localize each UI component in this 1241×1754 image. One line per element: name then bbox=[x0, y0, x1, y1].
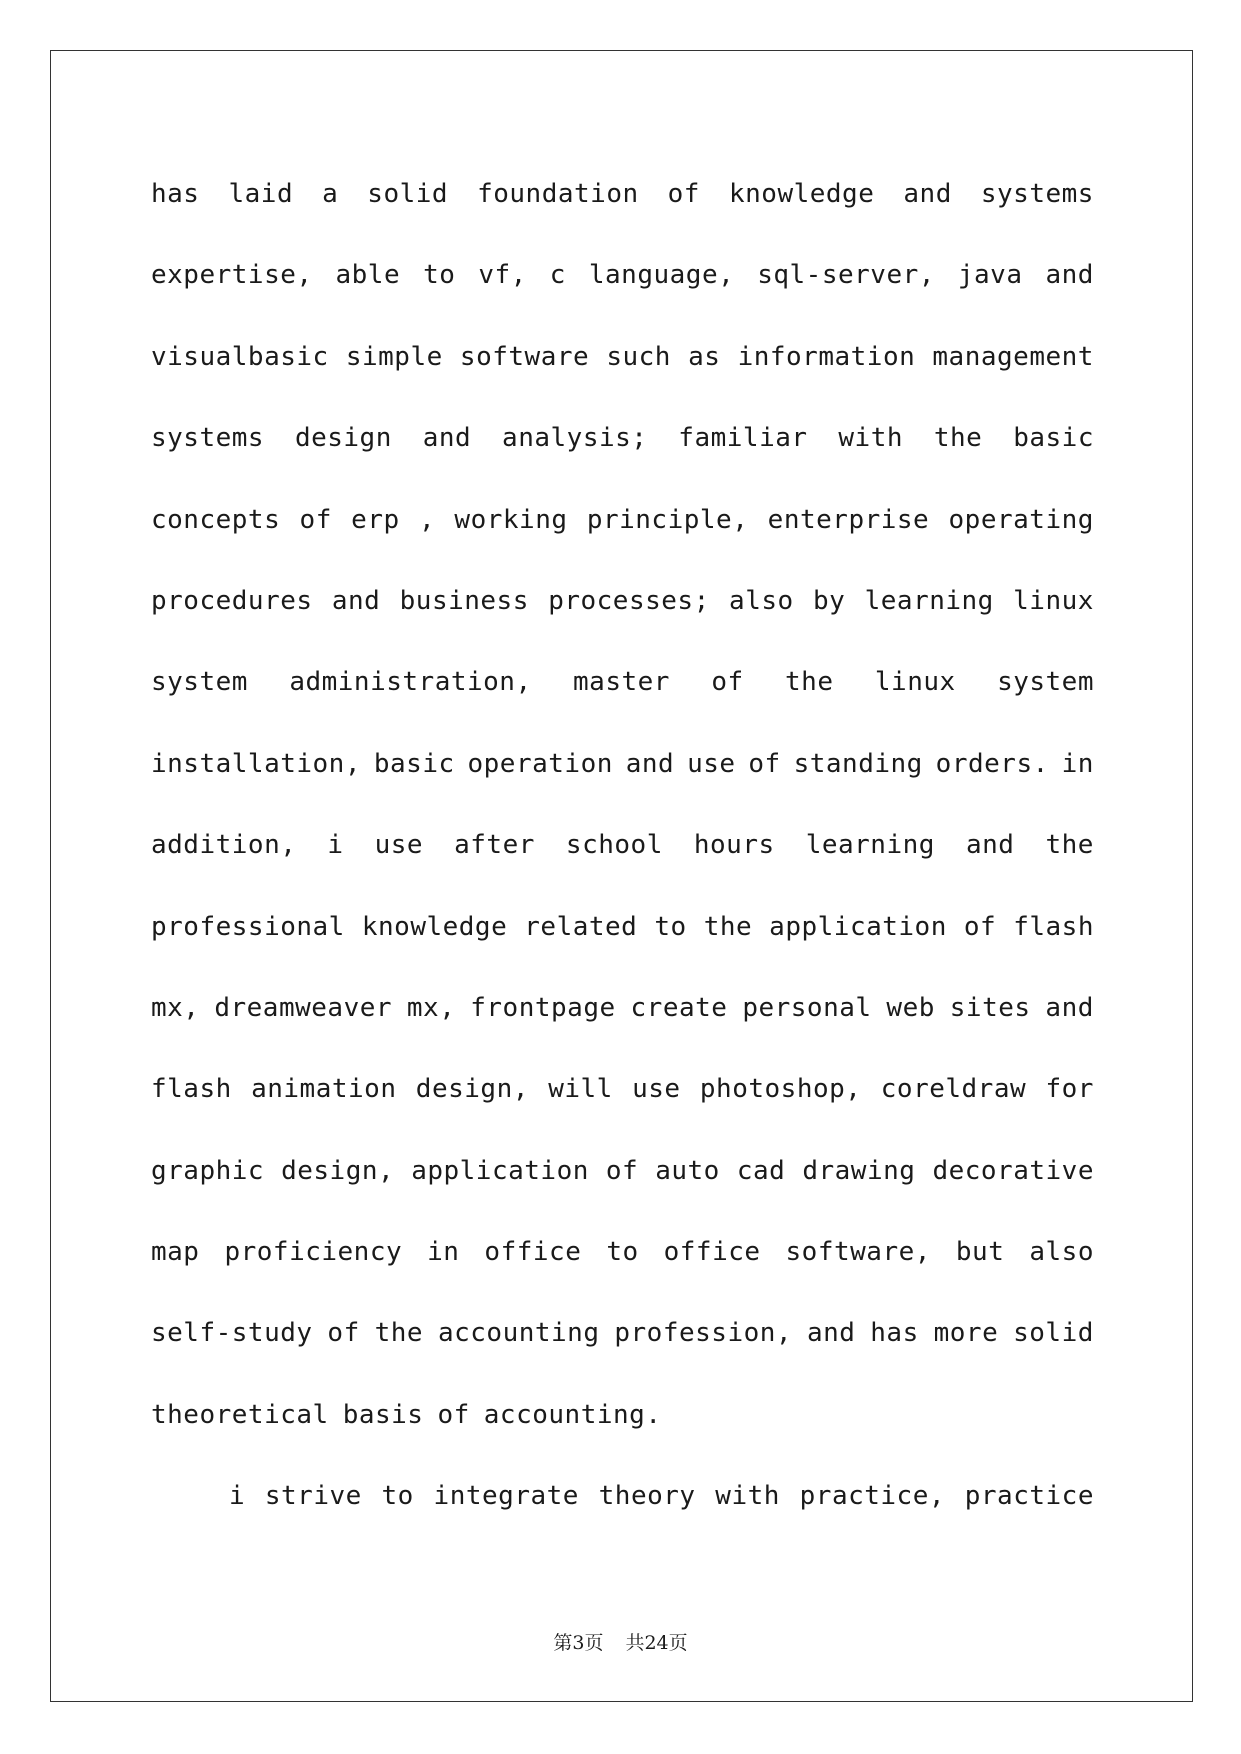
word: systems bbox=[151, 423, 265, 454]
page-footer bbox=[0, 1628, 1241, 1655]
word: of bbox=[605, 1155, 639, 1186]
word: mx, bbox=[406, 992, 456, 1023]
word: a bbox=[322, 179, 339, 209]
word: analysis; bbox=[502, 423, 648, 454]
text-line bbox=[151, 901, 1094, 982]
word: knowledge bbox=[361, 911, 508, 942]
word: related bbox=[524, 911, 638, 942]
word: the bbox=[703, 911, 753, 942]
word: frontpage bbox=[470, 992, 616, 1023]
word: has bbox=[870, 1318, 919, 1349]
word: to bbox=[423, 260, 456, 291]
word: accounting bbox=[437, 1318, 600, 1349]
word: in bbox=[1061, 748, 1094, 779]
word: orders. bbox=[935, 748, 1049, 779]
word: drawing bbox=[802, 1155, 916, 1186]
word: of bbox=[963, 911, 997, 942]
word: office bbox=[663, 1237, 761, 1268]
word: auto bbox=[655, 1155, 720, 1186]
word: school bbox=[565, 830, 663, 861]
word: of bbox=[437, 1399, 470, 1430]
word: personal bbox=[742, 992, 872, 1023]
word: and bbox=[903, 179, 952, 209]
word: and bbox=[965, 830, 1015, 861]
word: linux bbox=[874, 667, 956, 698]
word: learning bbox=[805, 830, 935, 861]
word: c bbox=[549, 260, 566, 291]
word: but bbox=[955, 1237, 1005, 1268]
text-line bbox=[151, 494, 1094, 575]
word: in bbox=[427, 1237, 460, 1268]
word: linux bbox=[1013, 585, 1094, 616]
word: after bbox=[454, 830, 535, 861]
word: solid bbox=[367, 179, 449, 209]
word: enterprise bbox=[767, 504, 930, 535]
word: systems bbox=[980, 179, 1094, 209]
word: learning bbox=[864, 585, 994, 616]
text-line bbox=[151, 1063, 1094, 1144]
text-line-paragraph-start bbox=[151, 1470, 1094, 1551]
word: i bbox=[229, 1481, 246, 1512]
word: operation bbox=[467, 748, 613, 779]
word: familiar bbox=[678, 423, 808, 454]
word: flash bbox=[1013, 911, 1094, 942]
word: will bbox=[548, 1074, 613, 1105]
text-line bbox=[151, 1145, 1094, 1226]
word: profession, bbox=[614, 1318, 793, 1349]
word: with bbox=[715, 1481, 780, 1512]
word: information bbox=[737, 341, 916, 372]
word: addition, bbox=[151, 830, 297, 861]
word: and bbox=[422, 423, 472, 454]
word: foundation bbox=[477, 179, 639, 209]
word: office bbox=[484, 1237, 582, 1268]
word: the bbox=[374, 1318, 424, 1349]
word: erp bbox=[351, 504, 400, 535]
word: web bbox=[886, 992, 935, 1023]
word: java bbox=[957, 260, 1023, 291]
word: graphic bbox=[151, 1155, 265, 1186]
word: administration, bbox=[289, 667, 532, 698]
word: as bbox=[688, 341, 721, 372]
word: of bbox=[327, 1318, 360, 1349]
word: master bbox=[573, 667, 670, 698]
word: design, bbox=[281, 1155, 395, 1186]
word: practice bbox=[964, 1481, 1094, 1512]
document-body bbox=[151, 168, 1094, 1552]
word: application bbox=[411, 1155, 589, 1186]
word: and bbox=[806, 1318, 856, 1349]
word: business bbox=[399, 585, 529, 616]
word: of bbox=[667, 179, 700, 209]
word: hours bbox=[693, 830, 775, 861]
word: principle, bbox=[586, 504, 749, 535]
word: vf, bbox=[478, 260, 527, 291]
text-line bbox=[151, 412, 1094, 493]
word: and bbox=[331, 585, 381, 616]
word: design bbox=[294, 423, 392, 454]
word: sites bbox=[949, 992, 1031, 1023]
word: integrate bbox=[433, 1481, 579, 1512]
word: knowledge bbox=[728, 179, 875, 209]
word: laid bbox=[228, 179, 294, 209]
word: also bbox=[1029, 1237, 1094, 1268]
word: mx, bbox=[151, 992, 200, 1023]
word: solid bbox=[1013, 1318, 1094, 1349]
word: processes; bbox=[548, 585, 710, 616]
word: and bbox=[625, 748, 675, 779]
text-line bbox=[151, 575, 1094, 656]
word: proficiency bbox=[224, 1237, 403, 1268]
word: professional bbox=[151, 911, 345, 942]
word: system bbox=[997, 667, 1094, 698]
word: create bbox=[630, 992, 728, 1023]
word: coreldraw bbox=[880, 1074, 1027, 1105]
text-line bbox=[151, 656, 1094, 737]
text-line bbox=[151, 168, 1094, 249]
word: software bbox=[459, 341, 590, 372]
word: basic bbox=[1013, 423, 1094, 454]
word: working bbox=[454, 504, 568, 535]
word: language, bbox=[588, 260, 735, 291]
word: self-study bbox=[151, 1318, 313, 1349]
word: to bbox=[381, 1481, 414, 1512]
word: basis bbox=[342, 1399, 424, 1430]
text-line bbox=[151, 331, 1094, 412]
word: software, bbox=[785, 1237, 931, 1268]
word: simple bbox=[345, 341, 443, 372]
text-line bbox=[151, 738, 1094, 819]
word: animation bbox=[251, 1074, 397, 1105]
word: for bbox=[1045, 1074, 1094, 1105]
word: theory bbox=[598, 1481, 696, 1512]
word: basic bbox=[373, 748, 455, 779]
word: application bbox=[769, 911, 947, 942]
word: to bbox=[654, 911, 687, 942]
word: to bbox=[606, 1237, 639, 1268]
word: standing bbox=[793, 748, 923, 779]
word: installation, bbox=[151, 748, 361, 779]
word: management bbox=[932, 341, 1094, 372]
word: expertise, bbox=[151, 260, 313, 291]
word: the bbox=[785, 667, 834, 698]
word: the bbox=[933, 423, 983, 454]
word: use bbox=[632, 1074, 681, 1105]
word: photoshop, bbox=[699, 1074, 862, 1105]
word: visualbasic bbox=[151, 341, 329, 372]
page-number: 第3页 bbox=[553, 1632, 604, 1654]
page-total: 共24页 bbox=[625, 1632, 688, 1654]
word: concepts bbox=[151, 504, 281, 535]
word: with bbox=[838, 423, 904, 454]
word: theoretical bbox=[151, 1399, 329, 1430]
word: flash bbox=[151, 1074, 232, 1105]
word: of bbox=[299, 504, 332, 535]
text-line bbox=[151, 982, 1094, 1063]
word: also bbox=[729, 585, 794, 616]
word: map bbox=[151, 1237, 200, 1268]
word: design, bbox=[415, 1074, 529, 1105]
word: system bbox=[151, 667, 248, 698]
word: of bbox=[748, 748, 781, 779]
word: use bbox=[374, 830, 424, 861]
word: able bbox=[335, 260, 401, 291]
text-line bbox=[151, 1307, 1094, 1388]
word: procedures bbox=[151, 585, 313, 616]
word: more bbox=[933, 1318, 999, 1349]
word: strive bbox=[264, 1481, 362, 1512]
text-line bbox=[151, 819, 1094, 900]
word: practice, bbox=[799, 1481, 946, 1512]
word: by bbox=[812, 585, 846, 616]
word: the bbox=[1045, 830, 1094, 861]
text-line bbox=[151, 1226, 1094, 1307]
word: dreamweaver bbox=[214, 992, 393, 1023]
word: accounting. bbox=[483, 1399, 662, 1430]
word: i bbox=[327, 830, 344, 861]
word: operating bbox=[948, 504, 1094, 535]
word: such bbox=[606, 341, 671, 372]
word: sql-server, bbox=[757, 260, 935, 291]
word: use bbox=[687, 748, 736, 779]
word: of bbox=[711, 667, 744, 698]
word: has bbox=[151, 179, 200, 209]
text-line bbox=[151, 249, 1094, 330]
word: and bbox=[1045, 260, 1094, 291]
text-line-paragraph-end bbox=[151, 1389, 1094, 1470]
word: decorative bbox=[932, 1155, 1094, 1186]
word: and bbox=[1045, 992, 1094, 1023]
word: , bbox=[418, 504, 436, 535]
word: cad bbox=[736, 1155, 786, 1186]
